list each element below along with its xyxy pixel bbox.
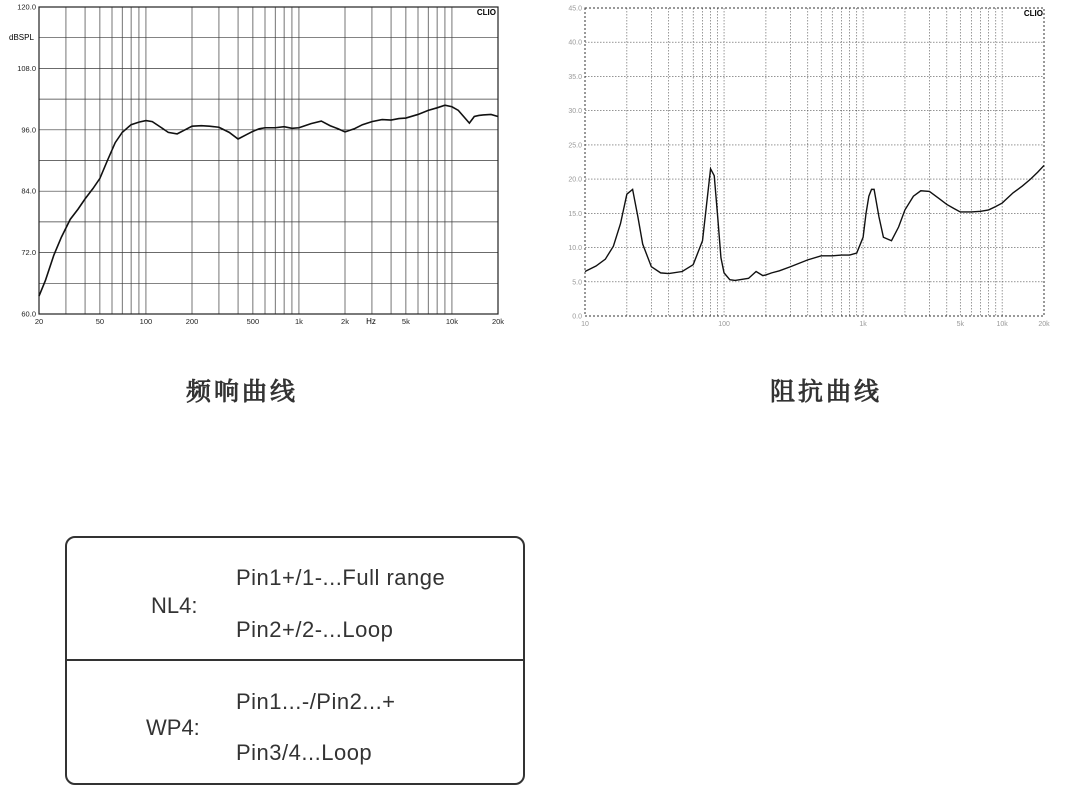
y-tick-label: 15.0 — [568, 210, 582, 218]
x-tick-label: 1k — [294, 317, 303, 326]
y-tick-label: 45.0 — [568, 5, 582, 13]
x-tick-label: 100 — [139, 317, 153, 326]
y-tick-label: 10.0 — [568, 245, 582, 253]
y-tick-label: 40.0 — [568, 39, 582, 47]
nl4-connector-name: NL4: — [151, 593, 198, 618]
x-tick-label: 50 — [95, 317, 105, 326]
nl4-pin-line-2: Pin2+/2-...Loop — [236, 617, 394, 642]
x-tick-label: 10k — [445, 317, 458, 326]
frequency-chart-xlabel: Hz — [366, 317, 376, 326]
frequency-chart-brand-label: CLIO — [476, 8, 496, 17]
x-tick-label: 2k — [341, 317, 349, 326]
frequency-chart-ylabel: dBSPL — [9, 33, 34, 42]
x-tick-label: 10k — [996, 321, 1008, 328]
impedance-chart-grid — [585, 8, 1044, 316]
y-tick-label: 0.0 — [572, 313, 582, 321]
frequency-chart-tick-labels — [17, 3, 504, 327]
impedance-chart-frame — [585, 8, 1044, 316]
pinout-divider — [67, 659, 523, 661]
frequency-response-caption: 频响曲线 — [186, 377, 299, 406]
pinout-table — [65, 536, 525, 785]
wp4-pin-line-1: Pin1...-/Pin2...+ — [236, 689, 396, 714]
y-tick-label: 72.0 — [21, 248, 36, 258]
y-tick-label: 96.0 — [21, 125, 36, 135]
impedance-chart-brand-label: CLIO — [1023, 9, 1043, 18]
wp4-connector-name: WP4: — [146, 715, 200, 740]
x-tick-label: 5k — [956, 321, 964, 328]
x-tick-label: 1k — [859, 321, 867, 328]
y-tick-label: 25.0 — [568, 142, 582, 150]
x-tick-label: 200 — [185, 317, 199, 326]
impedance-chart-tick-labels — [568, 6, 1050, 329]
x-tick-label: 5k — [401, 317, 410, 326]
x-tick-label: 20 — [34, 317, 44, 326]
frequency-response-chart — [0, 0, 515, 335]
y-tick-label: 108.0 — [17, 63, 36, 73]
y-tick-label: 5.0 — [572, 279, 582, 287]
y-tick-label: 60.0 — [21, 309, 36, 319]
frequency-response-curve — [39, 105, 498, 296]
x-tick-label: 500 — [246, 317, 260, 326]
x-tick-label: 20k — [491, 317, 505, 326]
x-tick-label: 100 — [718, 321, 730, 328]
y-tick-label: 84.0 — [21, 186, 36, 196]
impedance-chart — [548, 0, 1063, 340]
impedance-curve — [585, 165, 1044, 280]
nl4-pin-line-1: Pin1+/1-...Full range — [236, 565, 446, 590]
y-tick-label: 30.0 — [568, 108, 582, 116]
x-tick-label: 20k — [1038, 321, 1050, 328]
wp4-pin-line-2: Pin3/4...Loop — [236, 740, 373, 765]
y-tick-label: 35.0 — [568, 73, 582, 81]
y-tick-label: 20.0 — [568, 176, 582, 184]
impedance-caption: 阻抗曲线 — [770, 377, 883, 406]
x-tick-label: 10 — [581, 321, 589, 328]
y-tick-label: 120.0 — [17, 2, 36, 12]
